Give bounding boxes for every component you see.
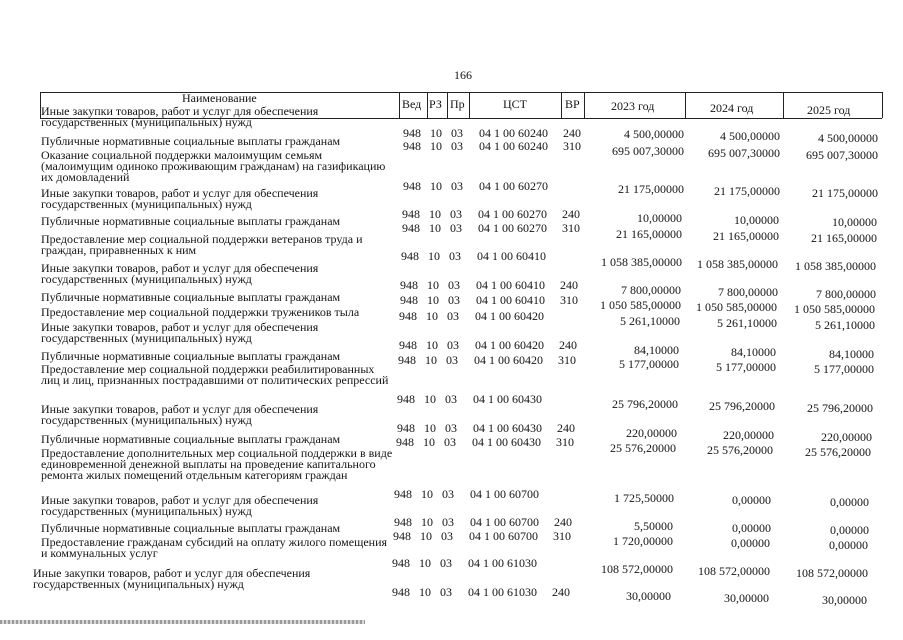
row-name: Предоставление гражданам субсидий на оплату жилого помещения и коммунальных услуг bbox=[41, 535, 388, 560]
header-divider bbox=[783, 92, 784, 118]
row-2025: 0,00000 bbox=[829, 538, 868, 552]
row-pr: 03 bbox=[448, 278, 460, 292]
row-name: Иные закупки товаров, работ и услуг для обеспечения государственных (муниципальных) нужд bbox=[41, 493, 319, 518]
row-name: Иные закупки товаров, работ и услуг для обеспечения государственных (муниципальных) нужд bbox=[41, 261, 319, 286]
row-pr: 03 bbox=[444, 435, 456, 449]
row-name: Оказание социальной поддержки малоимущим семьям (малоимущим одиноко проживающим гражданам) на газификацию их домовладений bbox=[41, 148, 386, 184]
row-vr: 310 bbox=[562, 221, 580, 235]
row-vr: 240 bbox=[559, 338, 577, 352]
row-2024: 0,00000 bbox=[731, 536, 770, 550]
row-2025: 21 175,00000 bbox=[812, 186, 878, 200]
header-top-border bbox=[40, 92, 882, 93]
row-2025: 7 800,00000 bbox=[816, 287, 876, 301]
row-2024: 21 175,00000 bbox=[714, 184, 780, 198]
row-cst: 04 1 00 61030 bbox=[468, 585, 537, 599]
row-2025: 695 007,30000 bbox=[806, 148, 878, 162]
row-pr: 03 bbox=[447, 309, 459, 323]
row-2025: 5 177,00000 bbox=[814, 362, 874, 376]
header-divider bbox=[685, 92, 686, 118]
row-cst: 04 1 00 60700 bbox=[469, 529, 538, 543]
row-2025: 1 050 585,00000 bbox=[794, 302, 875, 316]
row-2023: 220,00000 bbox=[626, 426, 677, 440]
row-2023: 21 165,00000 bbox=[616, 227, 682, 241]
row-ved: 948 bbox=[403, 126, 421, 140]
row-vr: 240 bbox=[552, 585, 570, 599]
row-ved: 948 bbox=[393, 529, 411, 543]
row-ved: 948 bbox=[396, 435, 414, 449]
row-vr: 240 bbox=[563, 126, 581, 140]
row-name: Предоставление мер социальной поддержки ветеранов труда и граждан, приравненных к ним bbox=[41, 232, 363, 257]
row-pr: 03 bbox=[448, 293, 460, 307]
row-2023: 1 720,00000 bbox=[613, 534, 673, 548]
header-vr: ВР bbox=[565, 97, 580, 111]
row-2023: 25 576,20000 bbox=[610, 441, 676, 455]
row-ved: 948 bbox=[402, 207, 420, 221]
row-cst: 04 1 00 60430 bbox=[472, 435, 541, 449]
row-ved: 948 bbox=[394, 487, 412, 501]
row-2025: 0,00000 bbox=[830, 495, 869, 509]
row-name: Предоставление дополнительных мер социальной поддержки в виде единовременной денежной выплаты на проведение капитального ремонта жилых помещений отдельным категориям граждан bbox=[41, 446, 393, 482]
header-ved: Вед bbox=[402, 97, 422, 111]
row-ved: 948 bbox=[400, 278, 418, 292]
row-name: Публичные нормативные социальные выплаты гражданам bbox=[41, 521, 341, 535]
row-2024: 84,10000 bbox=[731, 345, 776, 359]
header-divider bbox=[584, 92, 585, 118]
row-vr: 310 bbox=[556, 435, 574, 449]
row-ved: 948 bbox=[399, 309, 417, 323]
row-2023: 10,00000 bbox=[637, 211, 682, 225]
header-2023: 2023 год bbox=[611, 99, 655, 113]
row-2024: 108 572,00000 bbox=[698, 564, 770, 578]
row-2024: 0,00000 bbox=[732, 521, 771, 535]
row-cst: 04 1 00 60700 bbox=[470, 487, 539, 501]
row-2025: 25 796,20000 bbox=[807, 401, 873, 415]
row-pr: 03 bbox=[451, 179, 463, 193]
row-2025: 4 500,00000 bbox=[818, 131, 878, 145]
row-2025: 1 058 385,00000 bbox=[795, 259, 876, 273]
row-2024: 4 500,00000 bbox=[720, 129, 780, 143]
row-name: Публичные нормативные социальные выплаты гражданам bbox=[41, 349, 341, 363]
row-vr: 240 bbox=[557, 421, 575, 435]
row-ved: 948 bbox=[402, 221, 420, 235]
row-ved: 948 bbox=[394, 515, 412, 529]
row-2025: 108 572,00000 bbox=[796, 566, 868, 580]
row-2023: 25 796,20000 bbox=[612, 397, 678, 411]
row-name: Иные закупки товаров, работ и услуг для обеспечения государственных (муниципальных) нужд bbox=[33, 566, 311, 591]
row-ved: 948 bbox=[400, 293, 418, 307]
row-2024: 25 576,20000 bbox=[707, 443, 773, 457]
row-rz: 10 bbox=[430, 179, 442, 193]
row-cst: 04 1 00 60240 bbox=[479, 126, 548, 140]
row-pr: 03 bbox=[450, 207, 462, 221]
row-2024: 7 800,00000 bbox=[718, 285, 778, 299]
row-2025: 5 261,10000 bbox=[815, 318, 875, 332]
row-rz: 10 bbox=[420, 529, 432, 543]
row-cst: 04 1 00 60420 bbox=[474, 353, 543, 367]
header-divider bbox=[399, 92, 400, 118]
row-cst: 04 1 00 60430 bbox=[473, 392, 542, 406]
row-2024: 10,00000 bbox=[734, 213, 779, 227]
row-2024: 0,00000 bbox=[732, 493, 771, 507]
header-divider bbox=[469, 92, 470, 118]
row-vr: 310 bbox=[560, 293, 578, 307]
row-2024: 695 007,30000 bbox=[708, 146, 780, 160]
row-rz: 10 bbox=[421, 515, 433, 529]
row-2023: 5 261,10000 bbox=[620, 314, 680, 328]
row-pr: 03 bbox=[445, 421, 457, 435]
row-2024: 1 050 585,00000 bbox=[696, 300, 777, 314]
row-pr: 03 bbox=[451, 139, 463, 153]
row-2023: 4 500,00000 bbox=[624, 127, 684, 141]
row-2023: 21 175,00000 bbox=[618, 182, 684, 196]
row-2025: 220,00000 bbox=[821, 430, 872, 444]
row-2025: 25 576,20000 bbox=[805, 445, 871, 459]
row-pr: 03 bbox=[446, 353, 458, 367]
row-name: Иные закупки товаров, работ и услуг для обеспечения государственных (муниципальных) нужд bbox=[41, 104, 319, 129]
row-rz: 10 bbox=[426, 309, 438, 323]
header-rz: РЗ bbox=[429, 97, 442, 111]
header-2025: 2025 год bbox=[807, 103, 851, 117]
row-2025: 84,10000 bbox=[829, 347, 874, 361]
row-name: Публичные нормативные социальные выплаты гражданам bbox=[41, 214, 341, 228]
row-2024: 21 165,00000 bbox=[713, 229, 779, 243]
row-2025: 30,00000 bbox=[822, 593, 867, 607]
row-2024: 25 796,20000 bbox=[709, 399, 775, 413]
row-name: Иные закупки товаров, работ и услуг для обеспечения государственных (муниципальных) нужд bbox=[41, 186, 319, 211]
row-pr: 03 bbox=[442, 487, 454, 501]
row-name: Публичные нормативные социальные выплаты гражданам bbox=[41, 432, 341, 446]
row-cst: 04 1 00 60270 bbox=[478, 207, 547, 221]
row-vr: 310 bbox=[553, 529, 571, 543]
row-pr: 03 bbox=[449, 249, 461, 263]
row-2024: 1 058 385,00000 bbox=[697, 257, 778, 271]
row-rz: 10 bbox=[430, 126, 442, 140]
row-pr: 03 bbox=[447, 338, 459, 352]
row-2025: 21 165,00000 bbox=[811, 231, 877, 245]
row-cst: 04 1 00 60420 bbox=[475, 338, 544, 352]
row-rz: 10 bbox=[424, 421, 436, 435]
row-vr: 310 bbox=[563, 139, 581, 153]
row-ved: 948 bbox=[392, 585, 410, 599]
header-name: Наименование bbox=[182, 91, 257, 105]
row-vr: 240 bbox=[560, 278, 578, 292]
row-name: Предоставление мер социальной поддержки тружеников тыла bbox=[41, 305, 360, 319]
row-2023: 30,00000 bbox=[626, 589, 671, 603]
scan-edge-artifact bbox=[0, 620, 365, 624]
row-2023: 1 725,50000 bbox=[614, 491, 674, 505]
row-rz: 10 bbox=[428, 249, 440, 263]
row-pr: 03 bbox=[445, 392, 457, 406]
row-rz: 10 bbox=[419, 556, 431, 570]
row-2025: 10,00000 bbox=[832, 215, 877, 229]
row-2025: 0,00000 bbox=[830, 523, 869, 537]
row-vr: 310 bbox=[558, 353, 576, 367]
row-2024: 30,00000 bbox=[724, 591, 769, 605]
row-name: Иные закупки товаров, работ и услуг для обеспечения государственных (муниципальных) нужд bbox=[41, 320, 319, 345]
row-pr: 03 bbox=[442, 515, 454, 529]
row-cst: 04 1 00 60270 bbox=[479, 179, 548, 193]
row-2024: 5 177,00000 bbox=[716, 360, 776, 374]
row-ved: 948 bbox=[398, 353, 416, 367]
row-pr: 03 bbox=[440, 585, 452, 599]
row-name: Публичные нормативные социальные выплаты гражданам bbox=[41, 290, 341, 304]
row-vr: 240 bbox=[554, 515, 572, 529]
page-number: 166 bbox=[454, 68, 472, 82]
row-2023: 5 177,00000 bbox=[619, 357, 679, 371]
row-cst: 04 1 00 60700 bbox=[470, 515, 539, 529]
row-ved: 948 bbox=[392, 556, 410, 570]
row-2023: 1 058 385,00000 bbox=[601, 255, 682, 269]
header-cst: ЦСТ bbox=[503, 97, 527, 111]
row-cst: 04 1 00 60420 bbox=[475, 309, 544, 323]
row-rz: 10 bbox=[424, 392, 436, 406]
row-cst: 04 1 00 60240 bbox=[479, 139, 548, 153]
row-cst: 04 1 00 60430 bbox=[473, 421, 542, 435]
row-ved: 948 bbox=[403, 139, 421, 153]
row-pr: 03 bbox=[441, 529, 453, 543]
row-cst: 04 1 00 61030 bbox=[468, 556, 537, 570]
row-rz: 10 bbox=[427, 278, 439, 292]
row-2024: 220,00000 bbox=[723, 428, 774, 442]
row-2023: 84,10000 bbox=[634, 343, 679, 357]
row-ved: 948 bbox=[397, 421, 415, 435]
row-rz: 10 bbox=[429, 207, 441, 221]
row-rz: 10 bbox=[426, 338, 438, 352]
row-rz: 10 bbox=[425, 353, 437, 367]
row-ved: 948 bbox=[397, 392, 415, 406]
row-rz: 10 bbox=[430, 139, 442, 153]
row-cst: 04 1 00 60270 bbox=[478, 221, 547, 235]
header-pr: Пр bbox=[450, 97, 465, 111]
row-rz: 10 bbox=[429, 221, 441, 235]
row-2023: 695 007,30000 bbox=[612, 144, 684, 158]
row-rz: 10 bbox=[427, 293, 439, 307]
header-divider bbox=[882, 92, 883, 118]
header-divider bbox=[427, 92, 428, 118]
row-name: Иные закупки товаров, работ и услуг для обеспечения государственных (муниципальных) нужд bbox=[41, 402, 319, 427]
row-2023: 7 800,00000 bbox=[621, 283, 681, 297]
row-name: Публичные нормативные социальные выплаты гражданам bbox=[41, 134, 341, 148]
row-rz: 10 bbox=[419, 585, 431, 599]
header-divider bbox=[561, 92, 562, 118]
row-pr: 03 bbox=[451, 126, 463, 140]
row-ved: 948 bbox=[403, 179, 421, 193]
row-pr: 03 bbox=[440, 556, 452, 570]
header-2024: 2024 год bbox=[710, 101, 754, 115]
header-divider bbox=[447, 92, 448, 118]
row-cst: 04 1 00 60410 bbox=[476, 293, 545, 307]
row-vr: 240 bbox=[562, 207, 580, 221]
row-ved: 948 bbox=[401, 249, 419, 263]
row-2024: 5 261,10000 bbox=[717, 316, 777, 330]
row-2023: 1 050 585,00000 bbox=[600, 298, 681, 312]
row-cst: 04 1 00 60410 bbox=[477, 249, 546, 263]
row-2023: 5,50000 bbox=[634, 519, 673, 533]
row-rz: 10 bbox=[423, 435, 435, 449]
row-cst: 04 1 00 60410 bbox=[476, 278, 545, 292]
row-ved: 948 bbox=[399, 338, 417, 352]
row-rz: 10 bbox=[421, 487, 433, 501]
row-2023: 108 572,00000 bbox=[601, 562, 673, 576]
row-pr: 03 bbox=[450, 221, 462, 235]
row-name: Предоставление мер социальной поддержки реабилитированных лиц и лиц, признанных пострадавшими от политических репрессий bbox=[41, 362, 389, 387]
